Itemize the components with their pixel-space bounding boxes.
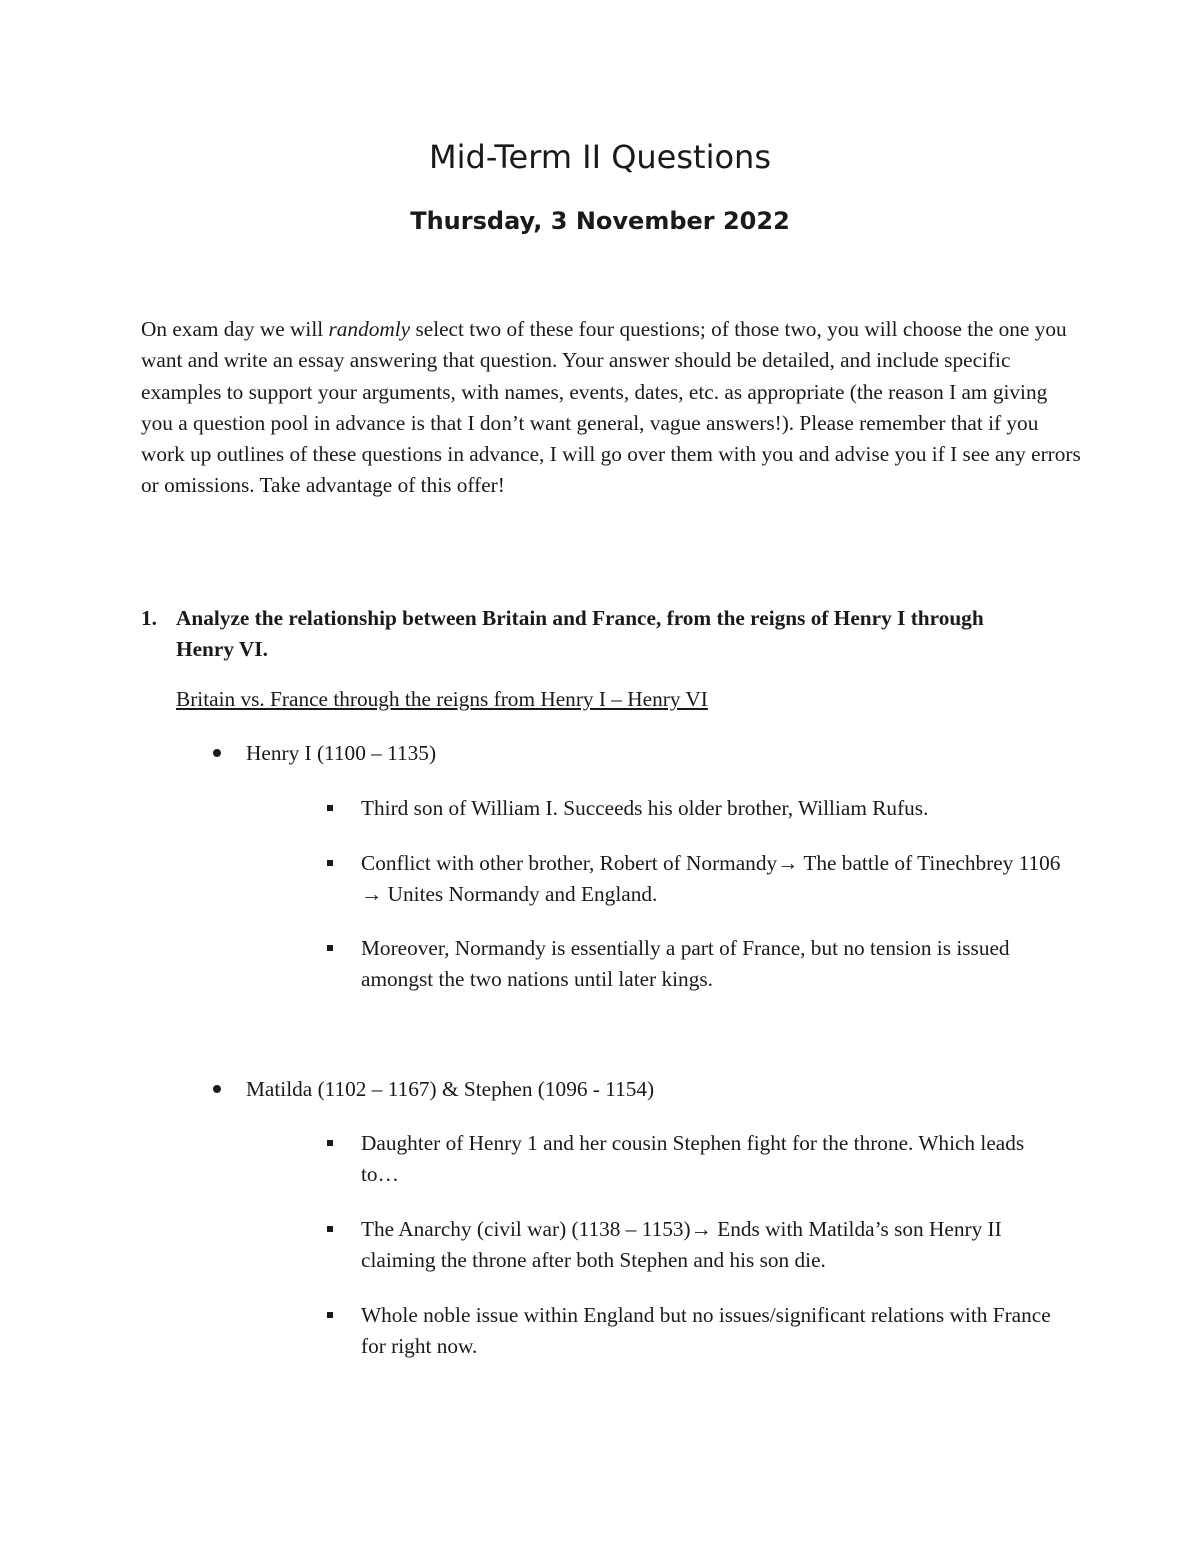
list-item: [327, 1300, 1067, 1363]
square-bullet-icon: [327, 1312, 333, 1318]
list-item-text: The Anarchy (civil war) (1138 – 1153)→ Ends with Matilda’s son Henry II claiming the throne after both Stephen and his son die.: [361, 1217, 1002, 1273]
square-bullet-icon: [327, 1226, 333, 1232]
question-1: [141, 603, 1041, 665]
page-title: Mid-Term II Questions: [429, 138, 771, 176]
reign-label: Matilda (1102 – 1167) & Stephen (1096 - 1154): [246, 1077, 655, 1101]
outline-subheading: Britain vs. France through the reigns from Henry I – Henry VI: [176, 687, 708, 711]
intro-text-after: select two of these four questions; of those two, you will choose the one you want and write an essay answering that question. Your answer should be detailed, and include specific examples to support your arguments, with names, events, dates, etc. as appropriate (the reason I am giving you a question pool in advance is that I don’t want general, vague answers!). Please remember that if you work up outlines of these questions in advance, I will go over them with you and advise you if I see any errors or omissions. Take advantage of this offer!: [141, 317, 1081, 498]
list-item-text: Whole noble issue within England but no issues/significant relations with France for right now.: [361, 1303, 1051, 1359]
list-item-text: Conflict with other brother, Robert of Normandy→ The battle of Tinechbrey 1106 → Unites Normandy and England.: [361, 851, 1061, 907]
bullet-dot-icon: [213, 1085, 221, 1093]
question-1-text: Analyze the relationship between Britain and France, from the reigns of Henry I through Henry VI.: [176, 606, 984, 661]
intro-paragraph: [141, 314, 1081, 502]
bullet-dot-icon: [213, 749, 221, 757]
reign-label: Henry I (1100 – 1135): [246, 741, 437, 765]
reign-item-matilda-stephen: [213, 1074, 654, 1105]
intro-text-before: On exam day we will: [141, 317, 329, 341]
square-bullet-icon: [327, 1140, 333, 1146]
list-item-text: Daughter of Henry 1 and her cousin Stephen fight for the throne. Which leads to…: [361, 1131, 1025, 1187]
question-1-number: 1.: [141, 606, 157, 630]
list-item: [327, 1128, 1067, 1191]
list-item-text: Third son of William I. Succeeds his older brother, William Rufus.: [361, 796, 929, 820]
square-bullet-icon: [327, 860, 333, 866]
intro-emphasis: randomly: [328, 317, 411, 341]
page-subtitle-date: Thursday, 3 November 2022: [410, 207, 790, 235]
list-item: [327, 793, 1067, 824]
reign-item-henry-i: [213, 738, 436, 769]
list-item-text: Moreover, Normandy is essentially a part of France, but no tension is issued amongst the two nations until later kings.: [361, 936, 1010, 992]
square-bullet-icon: [327, 945, 333, 951]
list-item: [327, 1214, 1067, 1277]
list-item: [327, 933, 1067, 996]
square-bullet-icon: [327, 805, 333, 811]
list-item: [327, 848, 1067, 911]
